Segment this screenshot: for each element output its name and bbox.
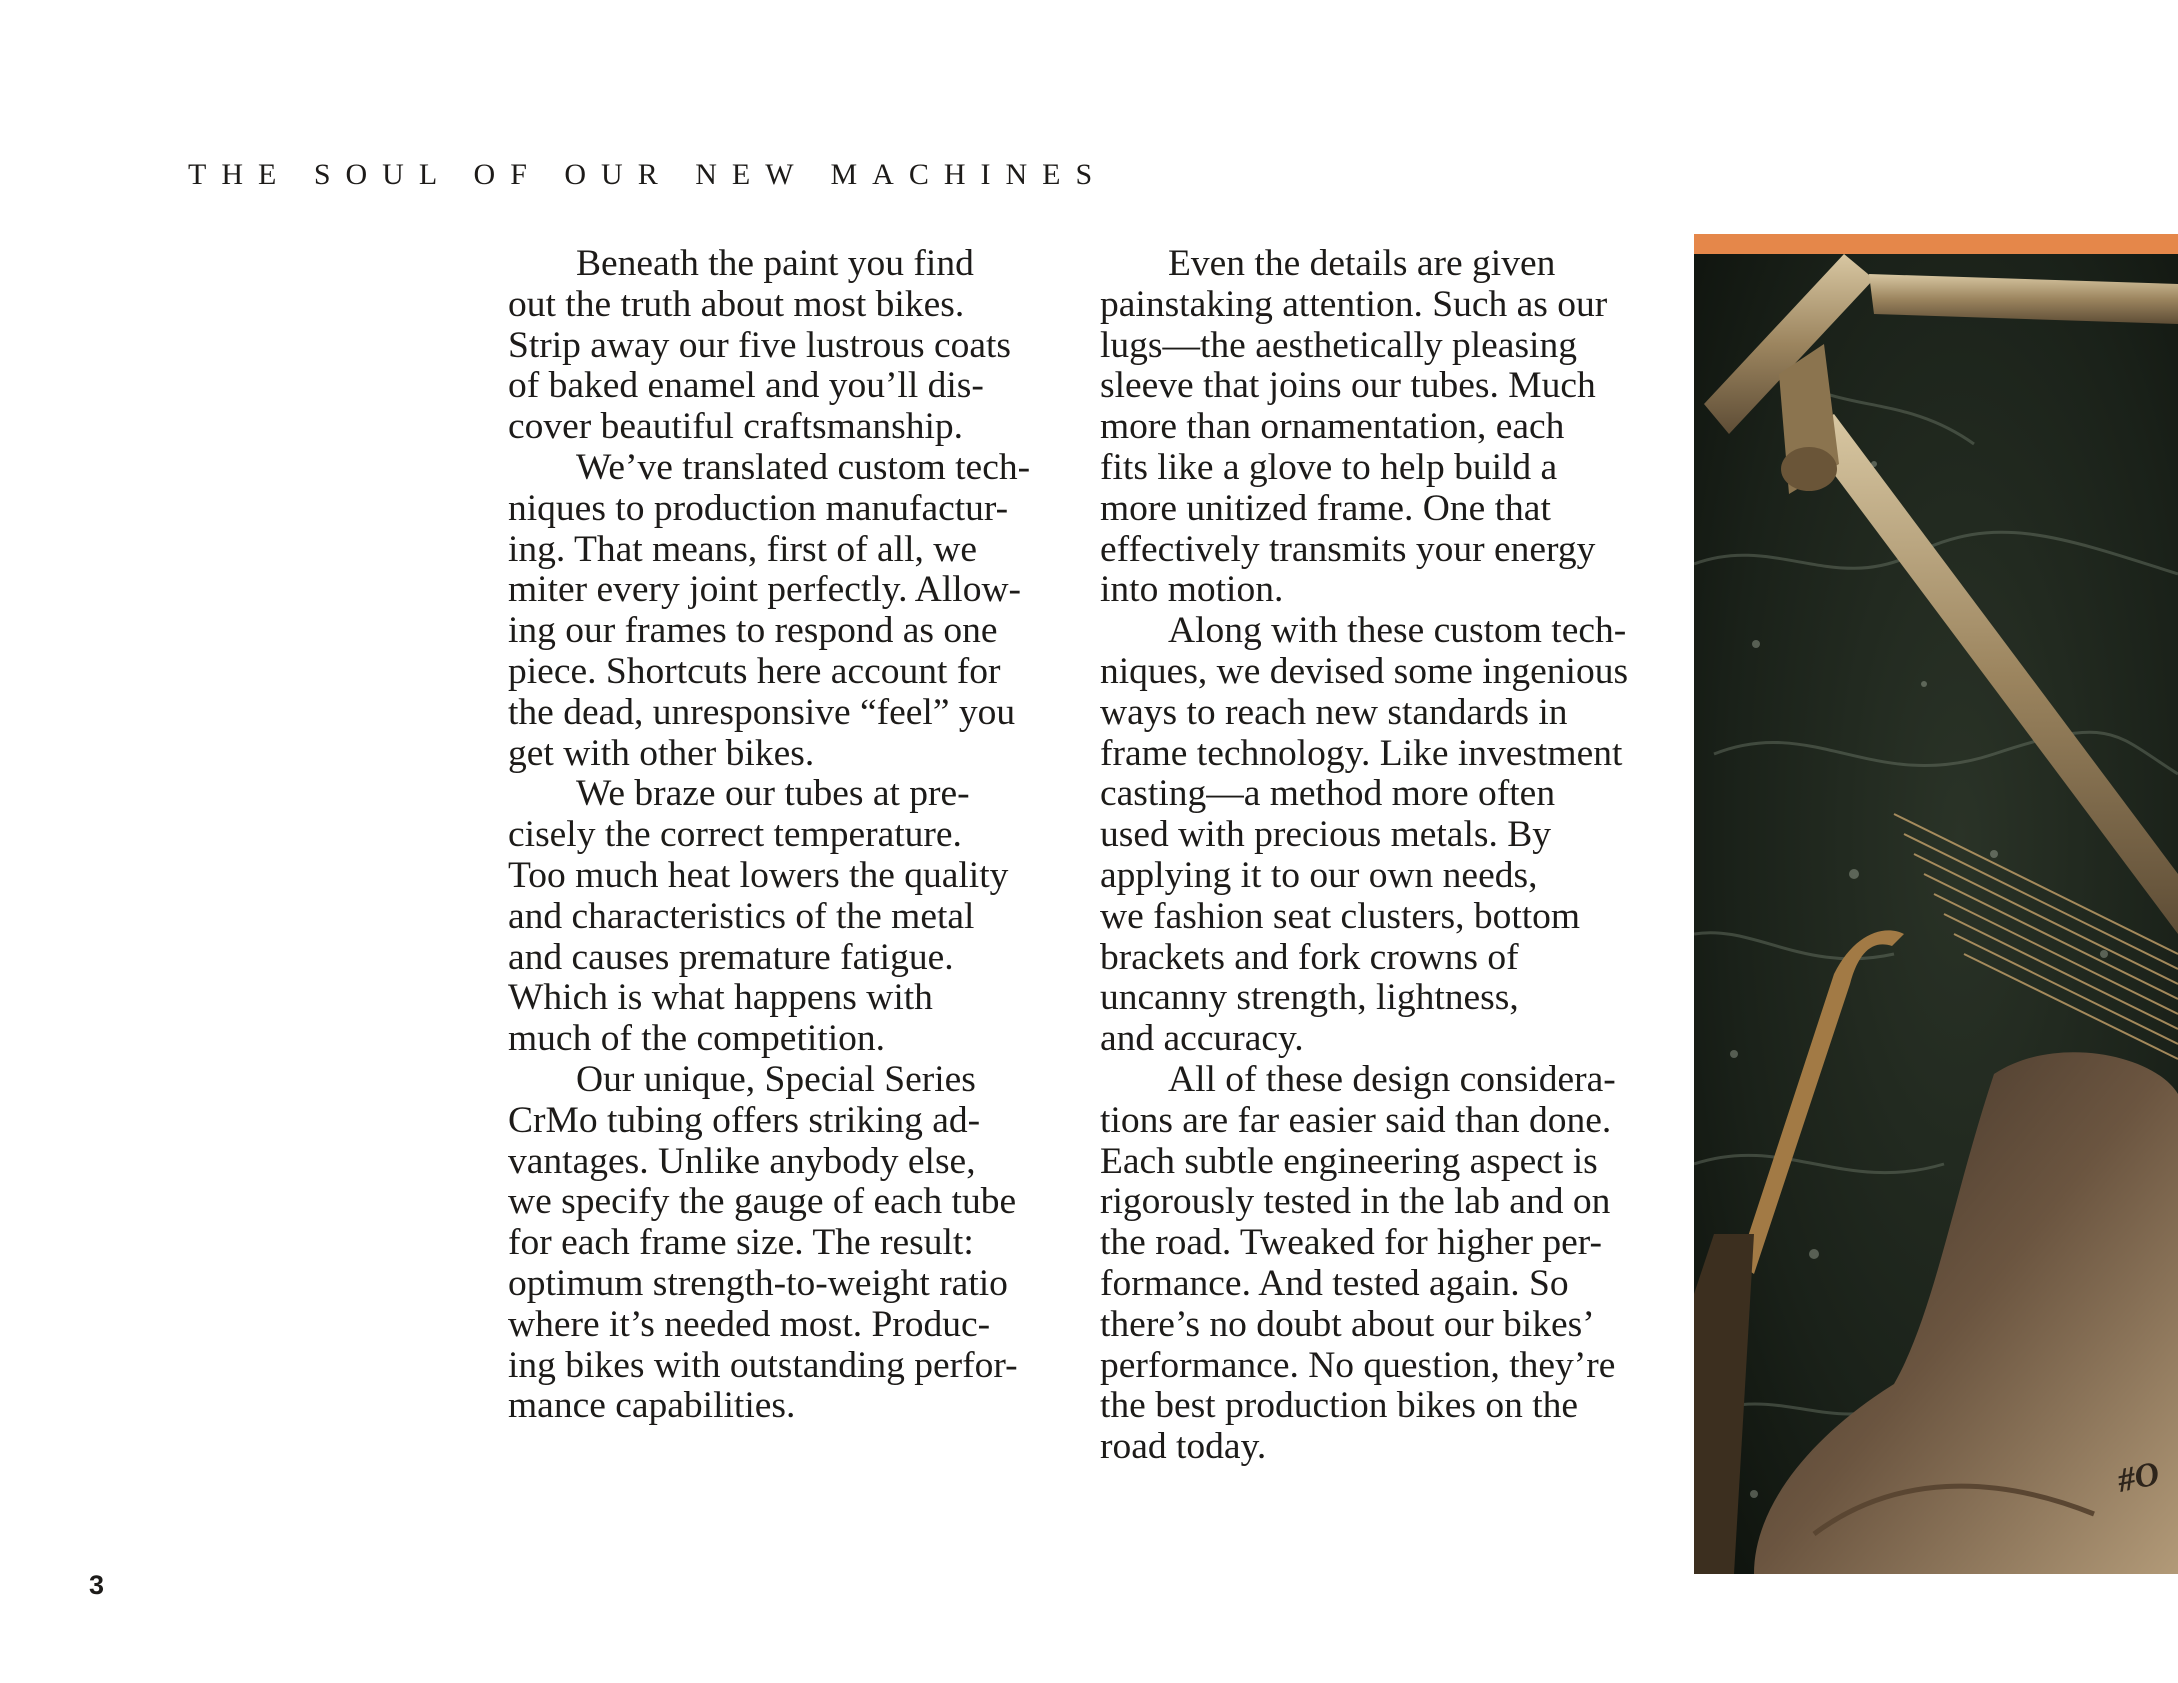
paragraph-line: Strip away our five lustrous coats xyxy=(508,324,1012,366)
paragraph-line: casting—a method more often xyxy=(1100,773,1556,815)
paragraph-line: the dead, unresponsive “feel” you xyxy=(508,691,1016,733)
paragraph-line: Too much heat lowers the quality xyxy=(508,854,1009,896)
paragraph-line: more than ornamentation, each xyxy=(1100,406,1565,448)
paragraph-line: optimum strength-to-weight ratio xyxy=(508,1262,1008,1304)
paragraph-line: tions are far easier said than done. xyxy=(1100,1099,1612,1141)
paragraph-line: out the truth about most bikes. xyxy=(508,283,965,325)
glove-stamp: #O xyxy=(2114,1455,2163,1500)
paragraph-line: and accuracy. xyxy=(1100,1018,1304,1060)
paragraph-line: ways to reach new standards in xyxy=(1100,691,1568,733)
paragraph-line: cover beautiful craftsmanship. xyxy=(508,406,964,448)
paragraph-line: more unitized frame. One that xyxy=(1100,487,1551,529)
paragraph-line: We’ve translated custom tech- xyxy=(576,446,1031,488)
paragraph-line: Along with these custom tech- xyxy=(1168,610,1627,652)
paragraph-line: lugs—the aesthetically pleasing xyxy=(1100,324,1577,366)
orange-band xyxy=(1694,234,2178,254)
paragraph-line: Beneath the paint you find xyxy=(576,243,974,284)
paragraph-line: we specify the gauge of each tube xyxy=(508,1181,1017,1223)
paragraph-line: the road. Tweaked for higher per- xyxy=(1100,1222,1602,1264)
page-number: 3 xyxy=(89,1570,105,1600)
paragraph-line: ing our frames to respond as one xyxy=(508,610,998,652)
paragraph-line: where it’s needed most. Produc- xyxy=(508,1303,991,1345)
paragraph-line: and characteristics of the metal xyxy=(508,895,975,937)
paragraph-line: sleeve that joins our tubes. Much xyxy=(1100,365,1596,407)
paragraph-line: Each subtle engineering aspect is xyxy=(1100,1140,1598,1182)
paragraph-line: rigorously tested in the lab and on xyxy=(1100,1181,1611,1223)
paragraph-line: we fashion seat clusters, bottom xyxy=(1100,895,1581,937)
paragraph-line: ing. That means, first of all, we xyxy=(508,528,977,570)
paragraph-line: into motion. xyxy=(1100,569,1284,611)
photo-illustration xyxy=(1694,234,2178,1574)
paragraph-line: All of these design considera- xyxy=(1168,1058,1616,1100)
paragraph-line: uncanny strength, lightness, xyxy=(1100,977,1519,1019)
paragraph-line: road today. xyxy=(1100,1426,1267,1468)
paragraph-line: the best production bikes on the xyxy=(1100,1385,1579,1427)
paragraph-line: vantages. Unlike anybody else, xyxy=(508,1140,976,1182)
paragraph-line: applying it to our own needs, xyxy=(1100,854,1538,896)
paragraph-line: miter every joint perfectly. Allow- xyxy=(508,569,1022,611)
paragraph-line: effectively transmits your energy xyxy=(1100,528,1596,570)
paragraph-line: mance capabilities. xyxy=(508,1385,796,1427)
paragraph-line: niques to production manufactur- xyxy=(508,487,1009,529)
paragraph-line: for each frame size. The result: xyxy=(508,1222,974,1264)
paragraph-line: Even the details are given xyxy=(1168,243,1556,284)
paragraph-line: frame technology. Like investment xyxy=(1100,732,1623,774)
paragraph-line: brackets and fork crowns of xyxy=(1100,936,1519,978)
paragraph-line: Which is what happens with xyxy=(508,977,933,1019)
paragraph-line: ing bikes with outstanding perfor- xyxy=(508,1344,1018,1386)
paragraph-line: We braze our tubes at pre- xyxy=(576,773,970,815)
body-column-right xyxy=(1100,244,1675,1468)
paragraph-line: piece. Shortcuts here account for xyxy=(508,650,1001,692)
paragraph-line: used with precious metals. By xyxy=(1100,814,1551,856)
paragraph-line: CrMo tubing offers striking ad- xyxy=(508,1099,981,1141)
body-column-left xyxy=(508,244,1068,1427)
bicycle-frame-photo xyxy=(1694,234,2178,1574)
paragraph-line: niques, we devised some ingenious xyxy=(1100,650,1629,692)
paragraph-line: and causes premature fatigue. xyxy=(508,936,954,978)
paragraph-line: painstaking attention. Such as our xyxy=(1100,283,1608,325)
page-title: THE SOUL OF OUR NEW MACHINES xyxy=(188,158,1108,191)
paragraph-line: there’s no doubt about our bikes’ xyxy=(1100,1303,1595,1345)
paragraph-line: performance. No question, they’re xyxy=(1100,1344,1616,1386)
paragraph-line: Our unique, Special Series xyxy=(576,1058,976,1100)
paragraph-line: formance. And tested again. So xyxy=(1100,1262,1569,1304)
paragraph-line: much of the competition. xyxy=(508,1018,885,1060)
paragraph-line: fits like a glove to help build a xyxy=(1100,446,1558,488)
paragraph-line: cisely the correct temperature. xyxy=(508,814,962,856)
paragraph-line: of baked enamel and you’ll dis- xyxy=(508,365,984,407)
paragraph-line: get with other bikes. xyxy=(508,732,815,774)
